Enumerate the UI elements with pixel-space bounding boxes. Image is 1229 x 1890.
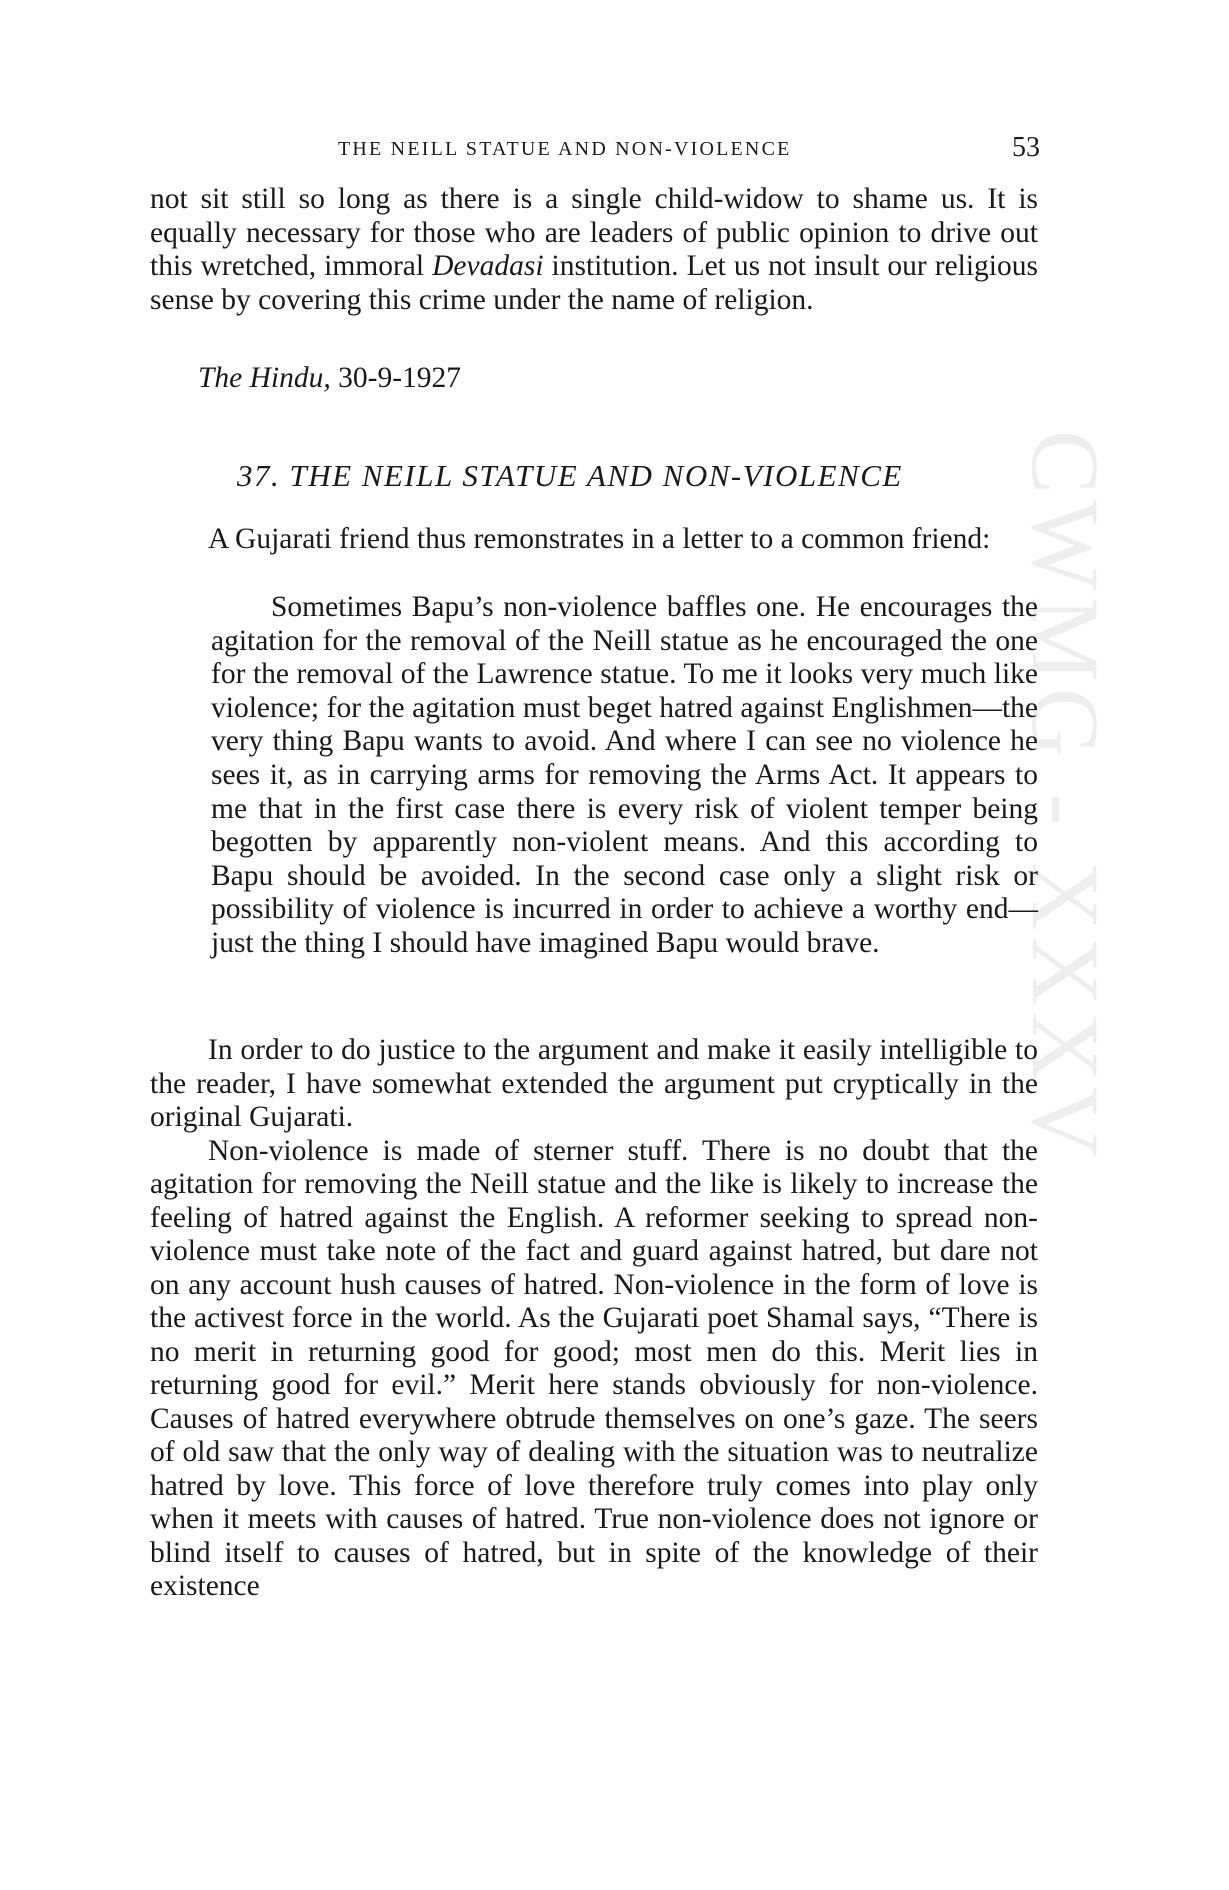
continuation-text-start: not sit still so long as there is a single child-widow to shame us. It is equally necessary for those who are leaders of public opinion to drive out this wretched, immoral [150, 183, 1038, 282]
block-quote [211, 591, 1038, 961]
source-publication: The Hindu, [198, 362, 331, 394]
continuation-paragraph [150, 183, 1038, 317]
chapter-title: 37. THE NEILL STATUE AND NON-VIOLENCE [237, 458, 903, 493]
running-head [150, 132, 1040, 168]
body-paragraph: In order to do justice to the argument and make it easily intelligible to the reader, I have somewhat extended the argument put cryptically in the original Gujarati. [150, 1034, 1038, 1133]
intro-paragraph [150, 523, 1038, 557]
continuation-text [150, 183, 1038, 317]
continuation-text-end: institution. Let us not insult our religious sense by covering this crime under the name of religion. [150, 250, 1038, 316]
page-number: 53 [1012, 132, 1040, 163]
body-paragraph: Non-violence is made of sterner stuff. There is no doubt that the agitation for removing the Neill statue and the like is likely to increase the feeling of hatred against the English. A reformer seeking to spread non-violence must take note of the fact and guard against hatred, but dare not on any account hush causes of hatred. Non-violence in the form of love is the activest force in the world. As the Gujarati poet Shamal says, “There is no merit in returning good for good; most men do this. Merit lies in returning good for evil.” Merit here stands obviously for non-violence. Causes of hatred everywhere obtrude themselves on one’s gaze. The seers of old saw that the only way of dealing with the situation was to neutralize hatred by love. This force of love therefore truly comes into play only when it meets with causes of hatred. True non-violence does not ignore or blind itself to causes of hatred, but in spite of the knowledge of their existence [150, 1134, 1038, 1602]
intro-text: A Gujarati friend thus remonstrates in a letter to a common friend: [208, 523, 991, 555]
running-title: THE NEILL STATUE AND NON-VIOLENCE [338, 138, 792, 160]
quote-text: Sometimes Bapu’s non-violence baffles one. He encourages the agitation for the removal of the Neill statue as he encouraged the one for the removal of the Lawrence statue. To me it looks very much like violence; for the agitation must beget hatred against Englishmen—the very thing Bapu wants to avoid. And where I can see no violence he sees it, as in carrying arms for removing the Arms Act. It appears to me that in the first case there is every risk of violent temper being begotten by apparently non-violent means. And this according to Bapu should be avoided. In the second case only a slight risk or possibility of violence is incurred in order to achieve a worthy end—just the thing I should have imagined Bapu would brave. [211, 591, 1038, 959]
source-date: 30-9-1927 [338, 362, 462, 394]
source-citation [198, 362, 461, 396]
body-paragraphs [150, 1034, 1038, 1604]
italic-term: Devadasi [432, 250, 544, 282]
watermark: CWMG - XXXV [1012, 430, 1119, 1163]
